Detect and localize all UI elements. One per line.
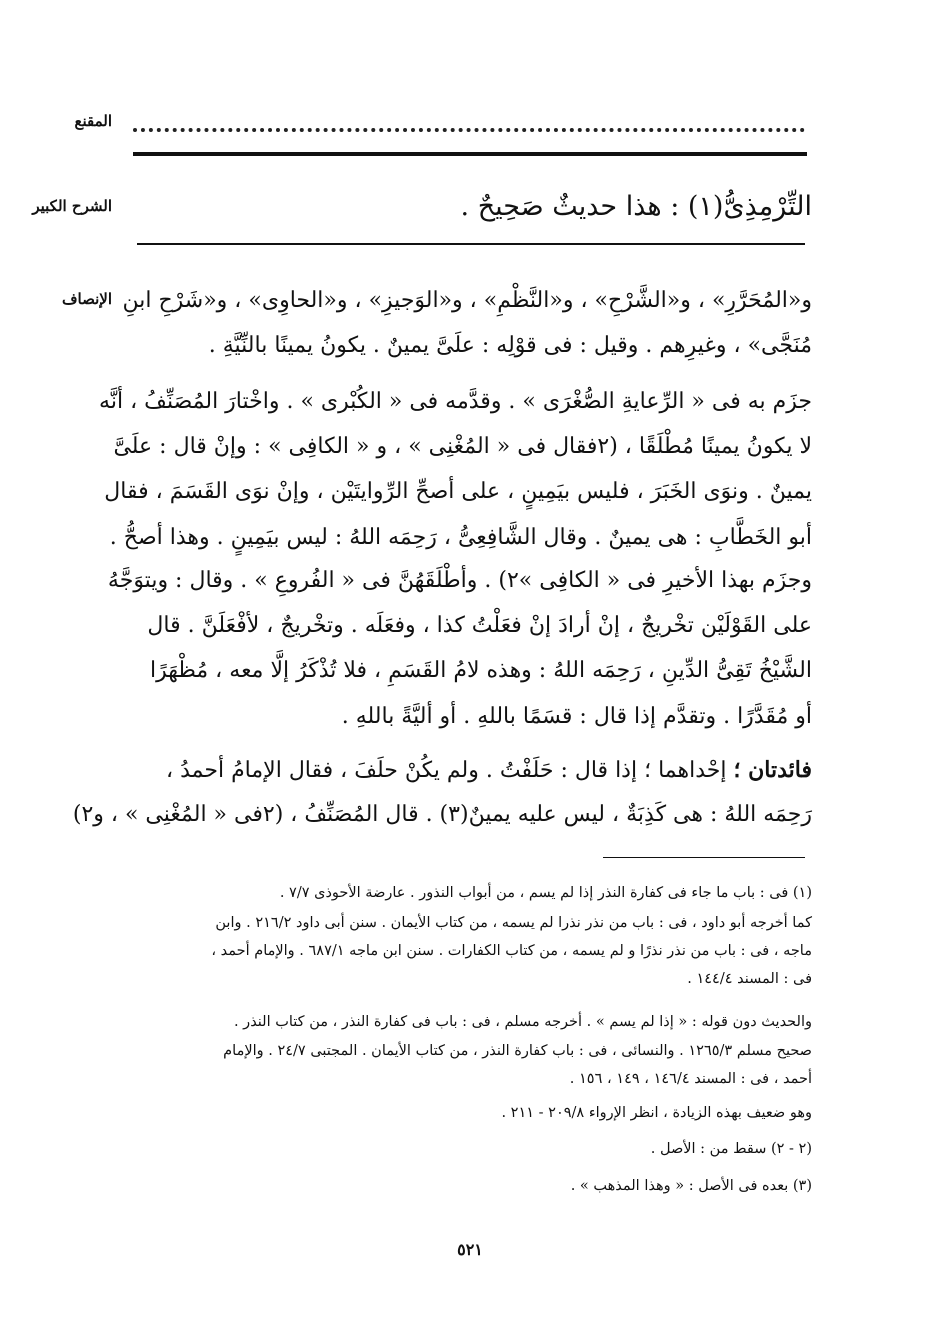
dotted-line [133, 116, 805, 132]
footnote-line: أحمد ، فى : المسند ١٤٦/٤ ، ١٤٩ ، ١٥٦ . [569, 1071, 812, 1087]
insaf-line: الشَّيْخُ تَقِىُّ الدِّينِ ، رَحِمَه اللهُ : وهذه لامُ القَسَمِ ، فلا تُذْكَرُ إلَّا معه ، مُظْهَرًا [149, 658, 812, 683]
insaf-line: على القَوْلَيْن تخْريجٌ ، إنْ أرادَ إنْ فعَلْتُ كذا ، وفعَلَه . وتخْريجٌ ، لأفْعَلَنَّ . قال [147, 613, 812, 638]
insaf-line: لا يكونُ يمينًا مُطْلَقًا ، (٢فقال فى « المُغْنِى » ، و « الكافِى » : وإنْ قال : علَىَّ [113, 434, 812, 459]
thick-rule [133, 152, 807, 156]
fawaid-line-1 [166, 755, 812, 786]
footnote-line: والحديث دون قوله : « إذا لم يسم » . أخرجه مسلم ، فى : باب فى كفارة النذر ، من كتاب النذر . [233, 1014, 812, 1030]
insaf-line: أبو الخَطَّابِ : هى يمينٌ . وقال الشَّافِعِىُّ ، رَحِمَه اللهُ : ليس بيَمِينٍ . وهذا أصحُّ . [109, 525, 812, 550]
footnote-line: كما أخرجه أبو داود ، فى : باب من نذر نذرا لم يسمه ، من كتاب الأيمان . سنن أبى داود ٢١٦/٢ . وابن [215, 915, 812, 931]
insaf-line: يمينٌ . ونوَى الخَبَرَ ، فليس بيَمِينٍ ، على أصحِّ الرِّوايتَيْن ، وإنْ نوَى القَسَمَ ، فقال [104, 479, 812, 504]
sharh-heading: التِّرْمِذِىُّ(١) : هذا حديثٌ صَحِيحٌ . [460, 191, 812, 222]
footnote-line: (٣) بعده فى الأصل : « وهذا المذهب » . [570, 1178, 812, 1194]
footnote-line: (٢ - ٢) سقط من : الأصل . [650, 1141, 812, 1157]
fawaid-line-2: رَحِمَه اللهُ : هى كَذِبَةٌ ، ليس عليه يمينٌ(٣) . قال المُصَنِّفُ ، (٢فى « المُغْنِى » ، و٢) [72, 802, 812, 827]
insaf-line: و«المُحَرَّرِ» ، و«الشَّرْحِ» ، و«النَّظْمِ» ، و«الوَجيزِ» ، و«الحاوِى» ، و«شَرْحِ ابنِ [122, 288, 812, 313]
insaf-line: مُنَجَّى» ، وغيرِهم . وقيل : فى قوْلِه : علَىَّ يمينٌ . يكونُ يمينًا بالنِّيَّةِ . [208, 333, 812, 358]
footnote-line: صحيح مسلم ١٢٦٥/٣ . والنسائى ، فى : باب كفارة النذر ، من كتاب الأيمان . المجتبى ٢٤/٧ . والإمام [223, 1043, 812, 1059]
fawaid-label: فائدتان ؛ [733, 757, 812, 783]
footnote-line: وهو ضعيف بهذه الزيادة ، انظر الإرواء ٢٠٩/٨ - ٢١١ . [501, 1105, 812, 1121]
footnote-line: ماجه ، فى : باب من نذر نذرًا و لم يسمه ، من كتاب الكفارات . سنن ابن ماجه ٦٨٧/١ . والإمام أحمد ، [211, 943, 812, 959]
label-insaf: الإنصاف [61, 290, 112, 308]
page-number: ٥٢١ [457, 1240, 483, 1259]
footnote-rule [603, 857, 805, 858]
fawaid-text: إحْداهما ؛ إذا قال : حَلَفْتُ . ولم يكُنْ حلَفَ ، فقال الإمامُ أحمدُ ، [166, 758, 727, 783]
insaf-line: جزَم به فى « الرِّعايةِ الصُّغْرَى » . وقدَّمه فى « الكُبْرى » . واخْتارَ المُصَنِّفُ ، أنَّه [99, 389, 812, 414]
label-sharh-kabir: الشرح الكبير [32, 197, 112, 215]
insaf-line: وجزَم بهذا الأخيرِ فى « الكافِى »٢) . وأطْلَقَهُنَّ فى « الفُروعِ » . وقال : ويتوَجَّهُ [107, 568, 812, 593]
footnote-line: (١) فى : باب ما جاء فى كفارة النذر إذا لم يسم ، من أبواب النذور . عارضة الأحوذى ٧/٧ . [279, 885, 812, 901]
insaf-line: أو مُقَدَّرًا . وتقدَّم إذا قال : قسَمًا باللهِ . أو أليَّةً باللهِ . [341, 704, 812, 729]
footnote-line: فى : المسند ١٤٤/٤ . [687, 971, 812, 987]
label-muqni: المقنع [74, 112, 112, 130]
thin-rule [137, 243, 805, 245]
